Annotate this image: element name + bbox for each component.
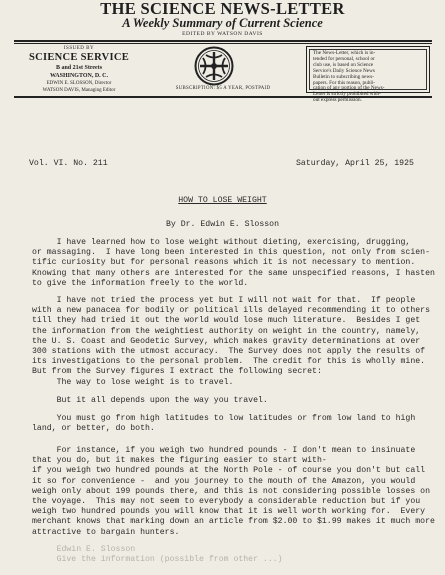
article-paragraph: You must go from high latitudes to low latitudes or from low land to high land, or better, do both. (32, 414, 416, 434)
bleed-through-text: Edwin E. Slosson Give the information (possible from other ...) (56, 545, 283, 565)
notice-line: Letter is strictly prohibited with- (313, 91, 381, 98)
notice-line: cation of any portion of the News- (313, 85, 385, 92)
publisher-name: SCIENCE SERVICE (28, 52, 130, 63)
publisher-city: WASHINGTON, D. C. (49, 73, 109, 79)
publisher-street: B and 21st Streets (55, 65, 103, 71)
article-paragraph: I have learned how to lose weight without dieting, exercising, drugging, or massaging. I have long been interested in this question, not only from scien- tific curiosity but for personal reasons which it is not necessary to mention. Knowing that many others are interested for the same unspecified reasons, I hasten to give the information freely to the world. (32, 238, 435, 288)
masthead-rule-bottom (14, 96, 432, 98)
article-paragraph: I have not tried the process yet but I will not wait for that. If people with a new panacea for bodily or political ills delayed recommending it to others till they had tried it out the world would lose much literature. Besides I get the information from the weightiest authority on weight in the country, namely, the U. S. Coast and Geodetic Survey, which makes gravity determinations at over 300 stations with the utmost accuracy. The Survey does not apply the results of its investigations to the personal problem. The credit for this is wholly mine. But from the Survey figures I extract the following secret: (32, 296, 430, 377)
director-credit: EDWIN E. SLOSSON, Director (46, 81, 112, 86)
managing-editor-credit: WATSON DAVIS, Managing Editor (42, 88, 116, 93)
subscription-note: SUBSCRIPTION: $5 A YEAR, POSTPAID (175, 86, 271, 91)
article-paragraph: For instance, if you weigh two hundred pounds - I don't mean to insinuate that you do, but it makes the figuring easier to start with- if you weigh two hundred pounds at the North Pole - of course you don't but call it so for convenience - and you journey to the mouth of the Amazon, you would weigh only about 199 pounds there, and this is not considering possible losses on the voyage. This may not seem to everybody a considerable reduction but if you weigh two hundred pounds you will know that it is well worth working for. Every merchant knows that marking down an article from $2.00 to $1.99 makes it much more attractive to bargain hunters. (32, 446, 435, 537)
notice-line: tended for personal, school or (313, 55, 375, 62)
publisher-block (14, 45, 144, 94)
masthead-editor: EDITED BY WATSON DAVIS (182, 31, 263, 37)
notice-line: club use, is based on Science (313, 61, 374, 68)
notice-line: papers. For this reason, publi- (313, 79, 375, 86)
article-paragraph: But it all depends upon the way you travel. (32, 396, 268, 405)
masthead-rule-top (14, 40, 432, 42)
article-byline: By Dr. Edwin E. Slosson (165, 220, 279, 229)
masthead-title: THE SCIENCE NEWS-LETTER (100, 0, 345, 18)
science-service-emblem-icon (194, 46, 234, 86)
issue-volume: Vol. VI. No. 211 (29, 159, 108, 168)
masthead-rule-inner (14, 43, 432, 44)
notice-text (309, 49, 427, 104)
notice-box (306, 46, 430, 104)
notice-line: The News-Letter, which is in- (313, 50, 376, 56)
issue-date: Saturday, April 25, 1925 (296, 159, 414, 168)
masthead-subtitle: A Weekly Summary of Current Science (122, 16, 323, 30)
issued-by-label: ISSUED BY (63, 46, 95, 51)
notice-line: Bulletin to subscribing news- (313, 73, 374, 80)
article-heading: HOW TO LOSE WEIGHT (178, 196, 267, 205)
notice-line: out express permission. (313, 97, 362, 104)
notice-line: Service's Daily Science News (313, 67, 375, 74)
article-paragraph: The way to lose weight is to travel. (32, 378, 234, 387)
